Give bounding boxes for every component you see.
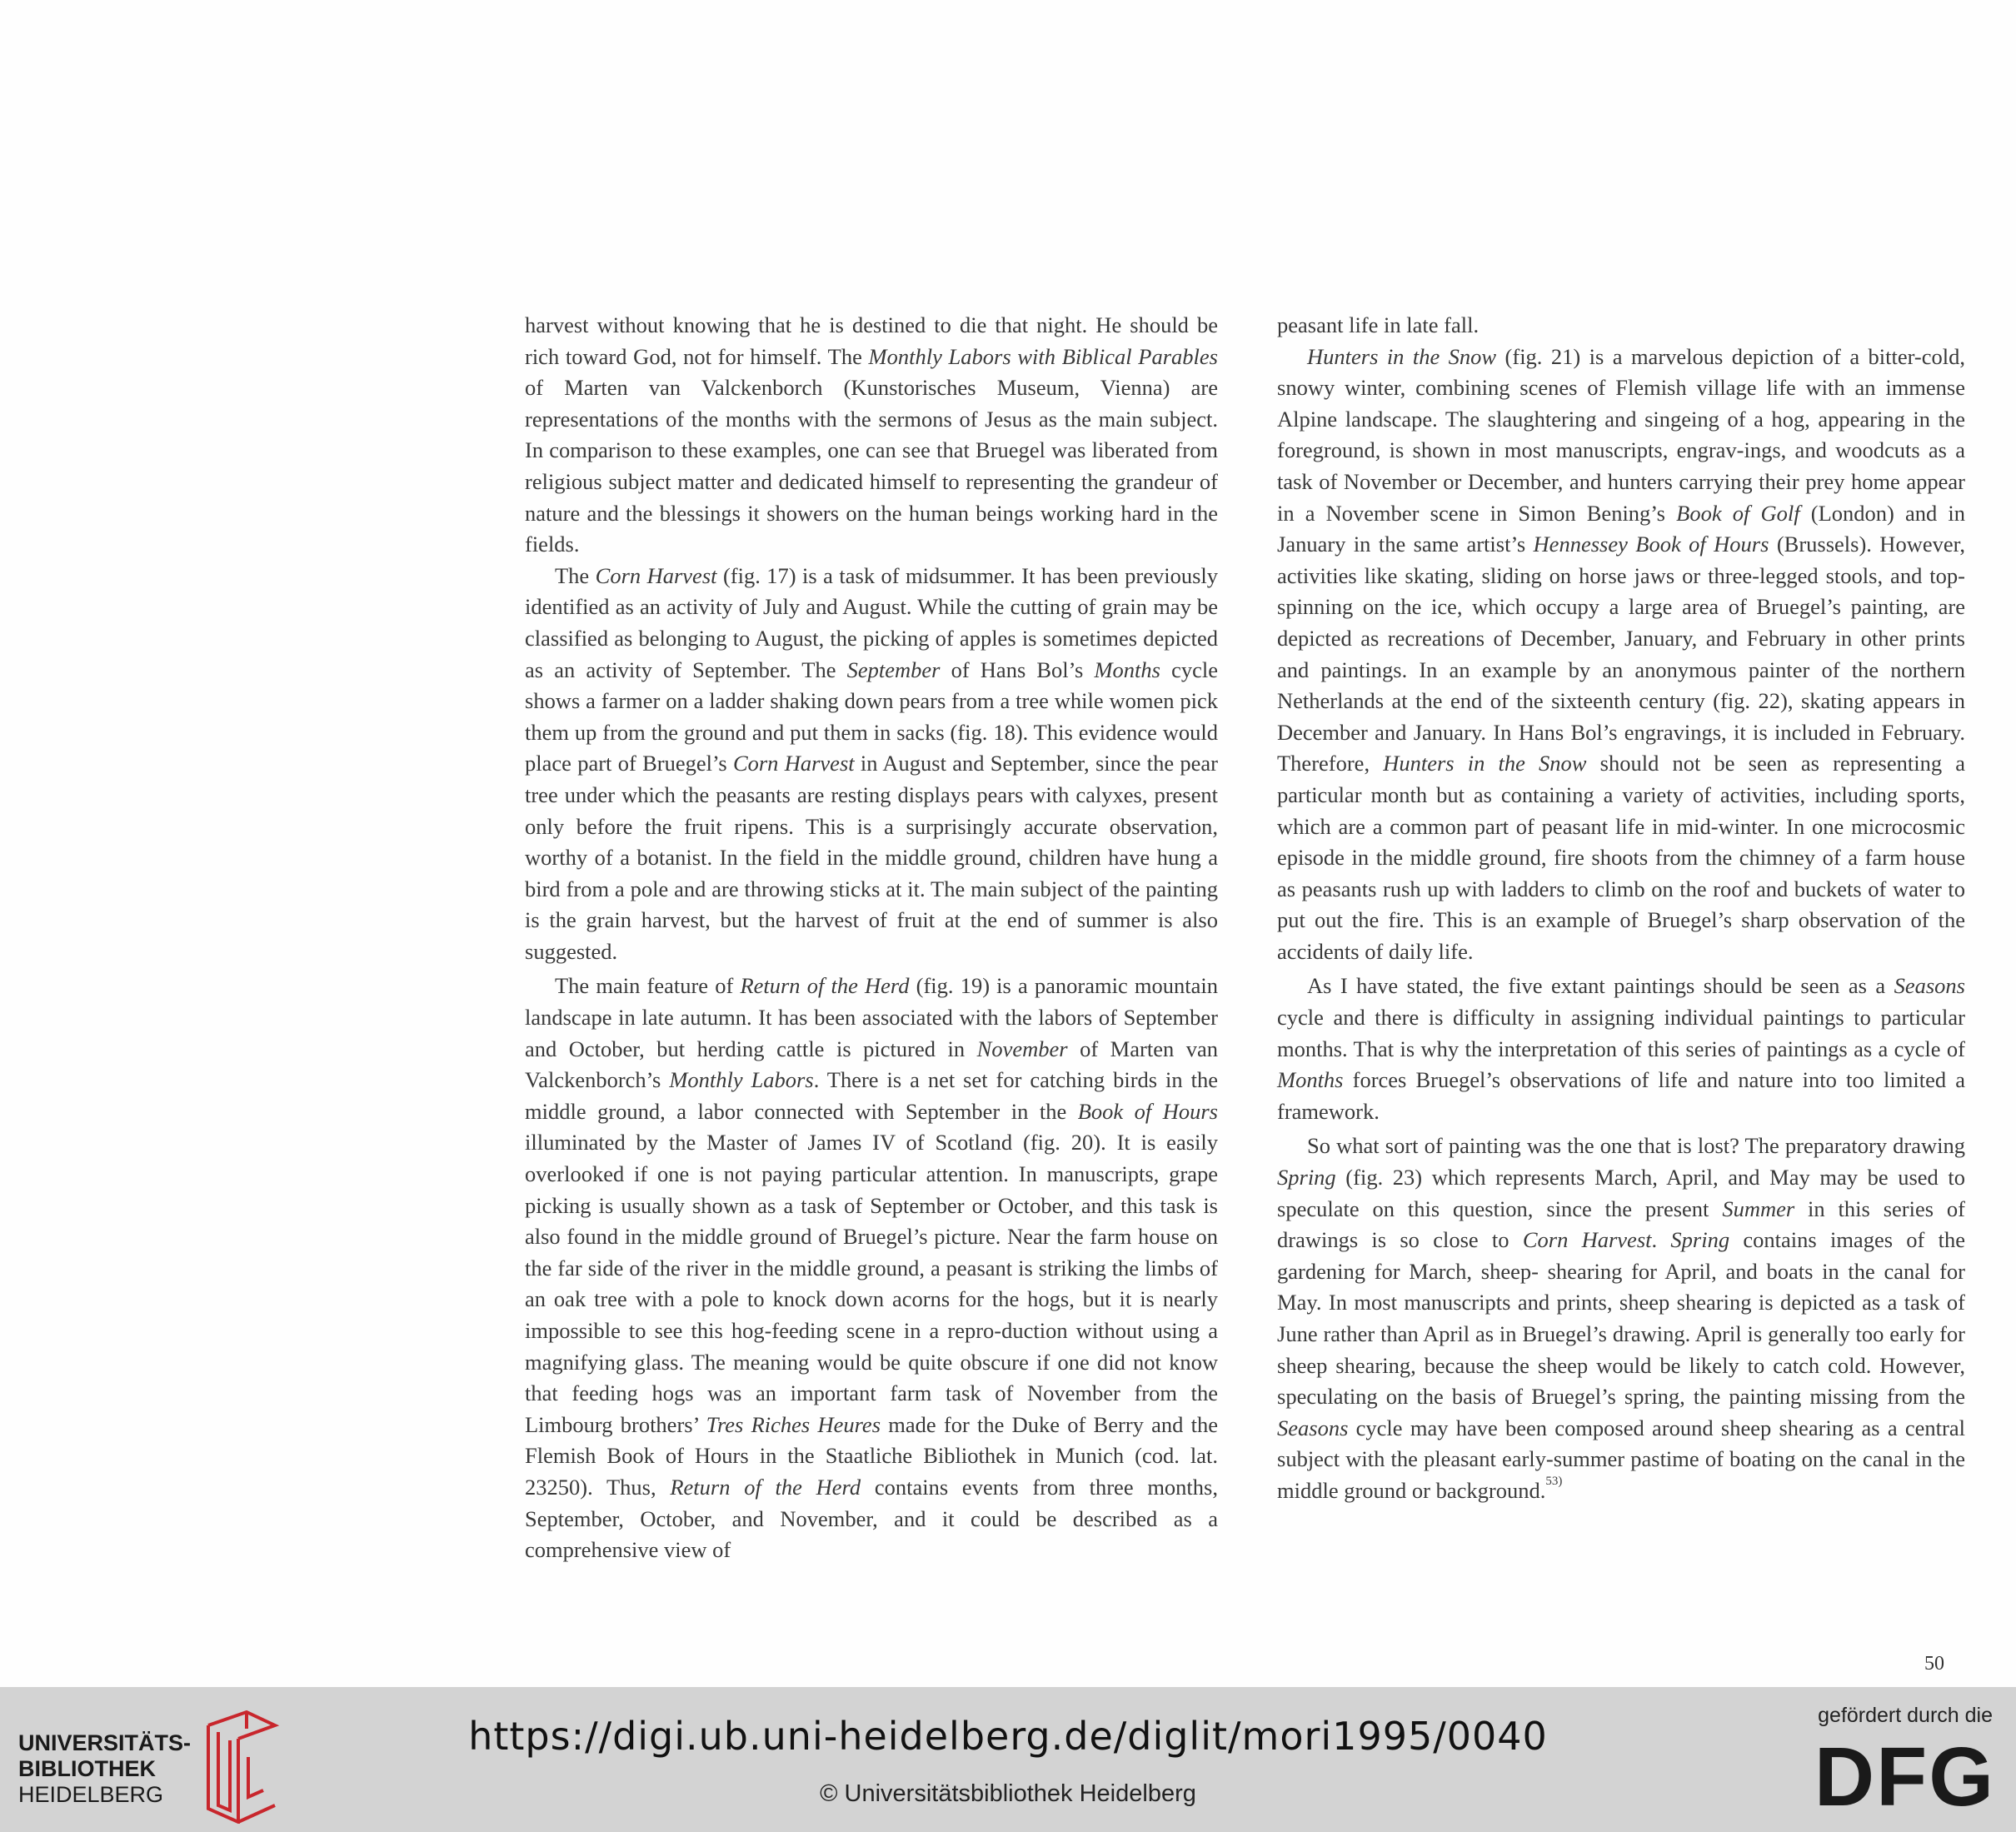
italic-title: Seasons <box>1894 973 1965 999</box>
footnote-ref: 53) <box>1545 1474 1563 1488</box>
permalink-url[interactable]: https://digi.ub.uni-heidelberg.de/diglit/mori1995/0040 <box>468 1714 1548 1759</box>
paragraph <box>1277 971 1965 1127</box>
text-run: cycle shows a farmer on a ladder shaking down pears from a tree while women pick them up from the ground and put them in sacks (fig. 18). This evidence would place part of Bruegel’s <box>525 656 1219 776</box>
text-run: contains events from three months, September, October, and November, and it could be described as a comprehensive view of <box>525 1474 1218 1563</box>
text-run: in August and September, since the pear tree under which the peasants are resting displays pears with calyxes, present only before the fruit ripens. This is a surprisingly accurate observation, worthy of a botanist. In the field in the middle ground, children have hung a bird from a pole and are throwing sticks at it. The main subject of the painting is the grain harvest, but the harvest of fruit at the end of summer is also suggested. <box>525 751 1218 964</box>
text-run: (fig. 21) is a marvelous depiction of a bitter-cold, snowy winter, combining scenes of Flemish village life with an immense Alpine landscape. The slaughtering and singeing of a hog, appearing in the foreground, is shown in most manuscripts, engrav-ings, and woodcuts as a task of November or December, and hunters carrying their prey home appear in a November scene in Simon Bening’s <box>1277 343 1965 526</box>
text-run: (Brussels). However, activities like skating, sliding on horse jaws or three-legged stools, and top-spinning on the ice, which occupy a large area of Bruegel’s painting, are depicted as recreations of December, January, and February in other prints and paintings. In an example by an anonymous painter of the northern Netherlands at the end of the sixteenth century (fig. 22), skating appears in December and January. In Hans Bol’s engravings, it is included in February. Therefore, <box>1277 532 1965 776</box>
text-run: . There is a net set for catching birds in the middle ground, a labor connected with September in the <box>525 1067 1218 1124</box>
italic-title: Monthly Labors <box>669 1067 814 1093</box>
library-name-line: BIBLIOTHEK <box>18 1756 156 1781</box>
italic-title: September <box>846 656 941 682</box>
italic-title: Corn Harvest <box>595 562 717 588</box>
text-run: of Marten van Valckenborch (Kunstorisches Museum, Vienna) are representations of the months with the sermons of Jesus as the main subject. In comparison to these examples, one can see that Bruegel was liberated from religious subject matter and dedicated himself to representing the grandeur of nature and the blessings it showers on the human beings working hard in the fields. <box>525 375 1218 557</box>
paragraph <box>525 561 1218 968</box>
dfg-logo: DFG <box>1814 1730 1995 1824</box>
text-run: (fig. 17) is a task of midsummer. It has been previously identified as an activity of July and August. While the cutting of grain may be classified as belonging to August, the picking of apples is sometimes depicted as an activity of September. The <box>525 562 1219 682</box>
library-name-line: HEIDELBERG <box>18 1782 164 1807</box>
italic-title: Hunters in the Snow <box>1383 751 1587 776</box>
paragraph <box>1277 310 1965 342</box>
italic-title: Months <box>1094 656 1160 682</box>
italic-title: Hennessey Book of Hours <box>1533 532 1769 557</box>
funding-caption: gefördert durch die <box>1818 1704 1993 1727</box>
text-run: cycle may have been composed around sheep shearing as a central subject with the pleasant early-summer pastime of boating on the canal in the middle ground or background. <box>1277 1415 1965 1503</box>
italic-title: Spring <box>1670 1227 1730 1253</box>
italic-title: Seasons <box>1277 1415 1349 1440</box>
text-run: forces Bruegel’s observations of life and nature into too limited a framework. <box>1277 1067 1965 1124</box>
copyright-notice: © Universitätsbibliothek Heidelberg <box>820 1780 1196 1807</box>
italic-title: Summer <box>1722 1196 1795 1221</box>
text-run: (fig. 23) which represents March, April, and May may be used to speculate on this question, since the present <box>1277 1165 1965 1221</box>
text-run: (fig. 19) is a panoramic mountain landscape in late autumn. It has been associated with the labors of September and October, but herding cattle is pictured in <box>525 973 1219 1061</box>
page-number: 50 <box>1924 1653 1944 1675</box>
paragraph <box>1277 342 1965 968</box>
italic-title: Monthly Labors with Biblical Parables <box>868 343 1218 369</box>
italic-title: Book of Hours <box>1077 1098 1218 1124</box>
text-run: made for the Duke of Berry and the Flemish Book of Hours in the Staatliche Bibliothek in Munich (cod. lat. 23250). Thus, <box>525 1411 1218 1500</box>
text-run: of Marten van Valckenborch’s <box>525 1036 1218 1093</box>
italic-title: Months <box>1277 1067 1344 1093</box>
left-text-column <box>525 310 1218 1566</box>
text-run: As I have stated, the five extant paintings should be seen as a <box>1307 973 1894 999</box>
footer-bar <box>0 1687 2016 1832</box>
italic-title: Spring <box>1277 1165 1336 1191</box>
italic-title: Tres Riches Heures <box>706 1411 881 1437</box>
text-run: The <box>555 562 596 588</box>
text-run: . <box>1651 1227 1671 1253</box>
text-run: should not be seen as representing a particular month but as containing a variety of activities, including sports, which are a common part of peasant life in mid-winter. In one microcosmic episode in the middle ground, fire shoots from the chimney of a farm house as peasants rush up with ladders to climb on the roof and buckets of water to put out the fire. This is an example of Bruegel’s sharp observation of the accidents of daily life. <box>1277 751 1966 964</box>
italic-title: November <box>976 1036 1068 1061</box>
library-name-line: UNIVERSITÄTS- <box>18 1730 192 1755</box>
text-run: illuminated by the Master of James IV of Scotland (fig. 20). It is easily overlooked if one is not paying particular attention. In manuscripts, grape picking is usually shown as a task of September or October, and this task is also found in the middle ground of Bruegel’s picture. Near the farm house on the far side of the river in the middle ground, a peasant is striking the limbs of an oak tree with a pole to knock down acorns for the hogs, but it is nearly impossible to see this hog-feeding scene in a repro-duction without using a magnifying glass. The meaning would be quite obscure if one did not know that feeding hogs was an important farm task of November from the Limbourg brothers’ <box>525 1130 1218 1437</box>
paragraph <box>525 310 1218 561</box>
text-run: (London) and in January in the same artist’s <box>1277 500 1966 557</box>
text-run: peasant life in late fall. <box>1277 312 1480 337</box>
text-run: in this series of drawings is so close to <box>1277 1196 1966 1253</box>
right-text-column <box>1277 310 1965 1507</box>
italic-title: Return of the Herd <box>670 1474 861 1500</box>
italic-title: Book of Golf <box>1676 500 1800 526</box>
italic-title: Hunters in the Snow <box>1307 343 1497 369</box>
paragraph <box>525 971 1218 1565</box>
text-run: contains images of the gardening for March, sheep- shearing for April, and boats in the canal for May. In most manuscripts and prints, sheep shearing is depicted as a task of June rather than April as in Bruegel’s drawing. April is generally too early for sheep shearing, because the sheep would be likely to catch cold. However, speculating on the basis of Bruegel’s spring, the painting missing from the <box>1277 1227 1966 1410</box>
text-run: cycle and there is difficulty in assigning individual paintings to particular months. That is why the interpretation of this series of paintings as a cycle of <box>1277 1005 1965 1061</box>
italic-title: Return of the Herd <box>740 973 910 999</box>
text-run: harvest without knowing that he is destined to die that night. He should be rich toward God, not for himself. The <box>525 312 1218 369</box>
text-run: The main feature of <box>555 973 741 999</box>
paragraph <box>1277 1131 1965 1506</box>
text-run: So what sort of painting was the one that is lost? The preparatory drawing <box>1307 1133 1965 1159</box>
italic-title: Corn Harvest <box>732 751 855 776</box>
text-run: of Hans Bol’s <box>940 656 1095 682</box>
italic-title: Corn Harvest <box>1522 1227 1652 1253</box>
